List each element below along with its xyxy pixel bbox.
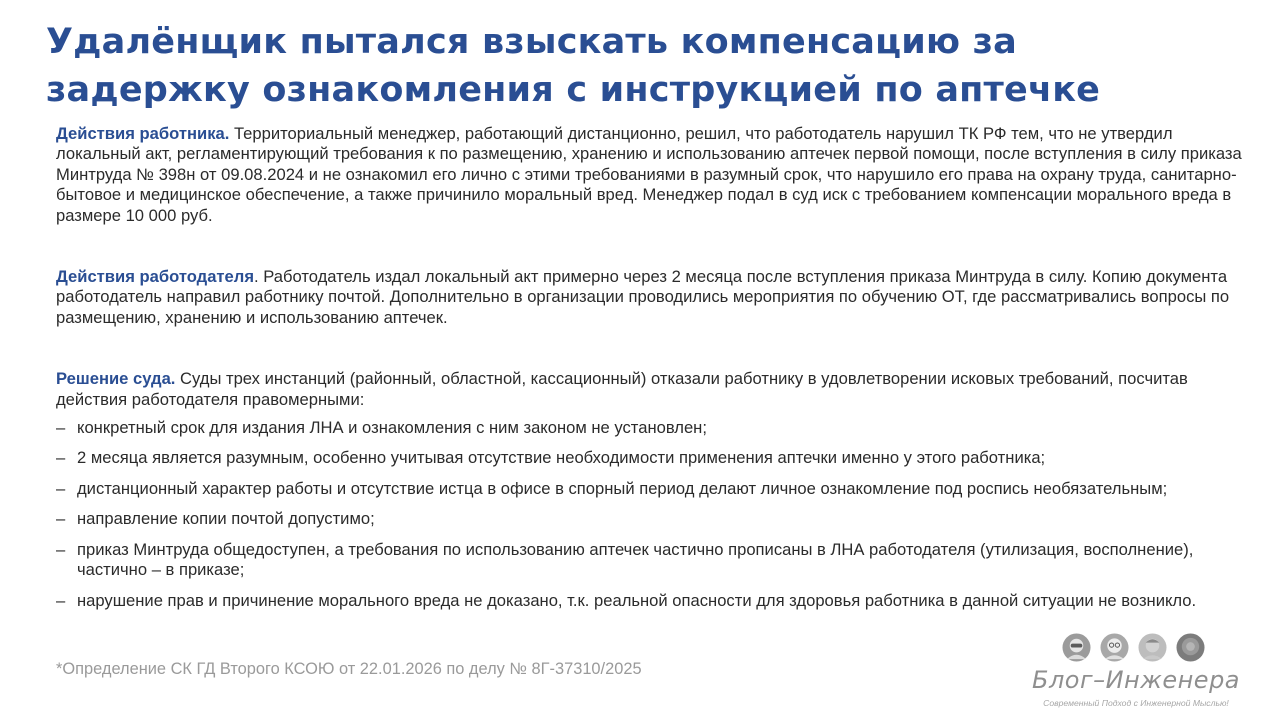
court-decision-paragraph <box>56 369 1261 410</box>
engineer-avatar-icon <box>1062 633 1091 662</box>
employee-actions-text: Территориальный менеджер, работающий дистанционно, решил, что работодатель нарушил ТК РФ тем, что не утвердил локальный акт, регламентирующий требования к по размещению, хранению и использованию аптечек первой помощи, после вступления в силу приказа Минтруда № 398н от 09.08.2024 и не ознакомил его лично с этими требованиями в разумный срок, что нарушило его права на охрану труда, санитарно-бытовое и медицинское обеспечение, а также причинило моральный вред. Менеджер подал в суд иск с требованием компенсации морального вреда в размере 10 000 руб. <box>56 124 1242 225</box>
slide-body <box>56 124 1261 611</box>
bullet-dash: – <box>56 509 66 529</box>
brand-tagline: Современный Подход с Инженерной Мыслью! <box>1043 698 1229 708</box>
employer-actions-heading: Действия работодателя <box>56 267 255 287</box>
employer-actions-paragraph <box>56 267 1261 328</box>
employee-actions-paragraph <box>56 124 1261 226</box>
list-item <box>56 509 1261 529</box>
list-item-text: нарушение прав и причинение морального вреда не доказано, т.к. реальной опасности для здоровья работника в данной ситуации не возникло. <box>77 590 1197 610</box>
list-item-text: дистанционный характер работы и отсутствие истца в офисе в спорный период делают личное ознакомление под роспись необязательным; <box>77 478 1168 498</box>
bullet-dash: – <box>56 478 66 498</box>
engineer-avatar-icon <box>1138 633 1167 662</box>
list-item <box>56 418 1261 438</box>
court-decision-heading: Решение суда. <box>56 369 176 389</box>
engineer-avatar-icon <box>1176 633 1205 662</box>
list-item <box>56 448 1261 468</box>
brand-logo <box>1030 632 1242 712</box>
bullet-dash: – <box>56 539 66 559</box>
list-item-text: 2 месяца является разумным, особенно учитывая отсутствие необходимости применения аптечки именно у этого работника; <box>77 448 1046 468</box>
bullet-dash: – <box>56 418 66 438</box>
engineer-avatar-icon <box>1100 633 1129 662</box>
court-decision-list <box>56 418 1261 611</box>
slide-title-line-2: задержку ознакомления с инструкцией по аптечке <box>46 70 1101 110</box>
footnote: *Определение СК ГД Второго КСОЮ от 22.01.2026 по делу № 8Г-37310/2025 <box>56 660 642 678</box>
avatar-row <box>1060 632 1220 666</box>
list-item <box>56 479 1261 499</box>
list-item-text: конкретный срок для издания ЛНА и ознакомления с ним законом не установлен; <box>77 418 707 438</box>
court-decision-text: Суды трех инстанций (районный, областной, кассационный) отказали работнику в удовлетворении исковых требований, посчитав действия работодателя правомерными: <box>56 369 1188 409</box>
list-item-text: направление копии почтой допустимо; <box>77 509 375 529</box>
slide-title <box>46 18 1246 114</box>
slide-title-line-1: Удалёнщик пытался взыскать компенсацию за <box>46 22 1017 62</box>
list-item-text: приказ Минтруда общедоступен, а требования по использованию аптечек частично прописаны в ЛНА работодателя (утилизация, восполнение), частично – в приказе; <box>77 539 1194 580</box>
list-item <box>56 540 1261 581</box>
employee-actions-heading: Действия работника. <box>56 124 230 143</box>
bullet-dash: – <box>56 590 66 610</box>
brand-name: Блог–Инженера <box>1031 666 1241 694</box>
bullet-dash: – <box>56 448 66 468</box>
employer-actions-text: . Работодатель издал локальный акт примерно через 2 месяца после вступления приказа Минтруда в силу. Копию документа работодатель направил работнику почтой. Дополнительно в организации проводились мероприятия по обучению ОТ, где рассматривались вопросы по размещению, хранению и использованию аптечек. <box>56 267 1230 327</box>
list-item <box>56 591 1261 611</box>
